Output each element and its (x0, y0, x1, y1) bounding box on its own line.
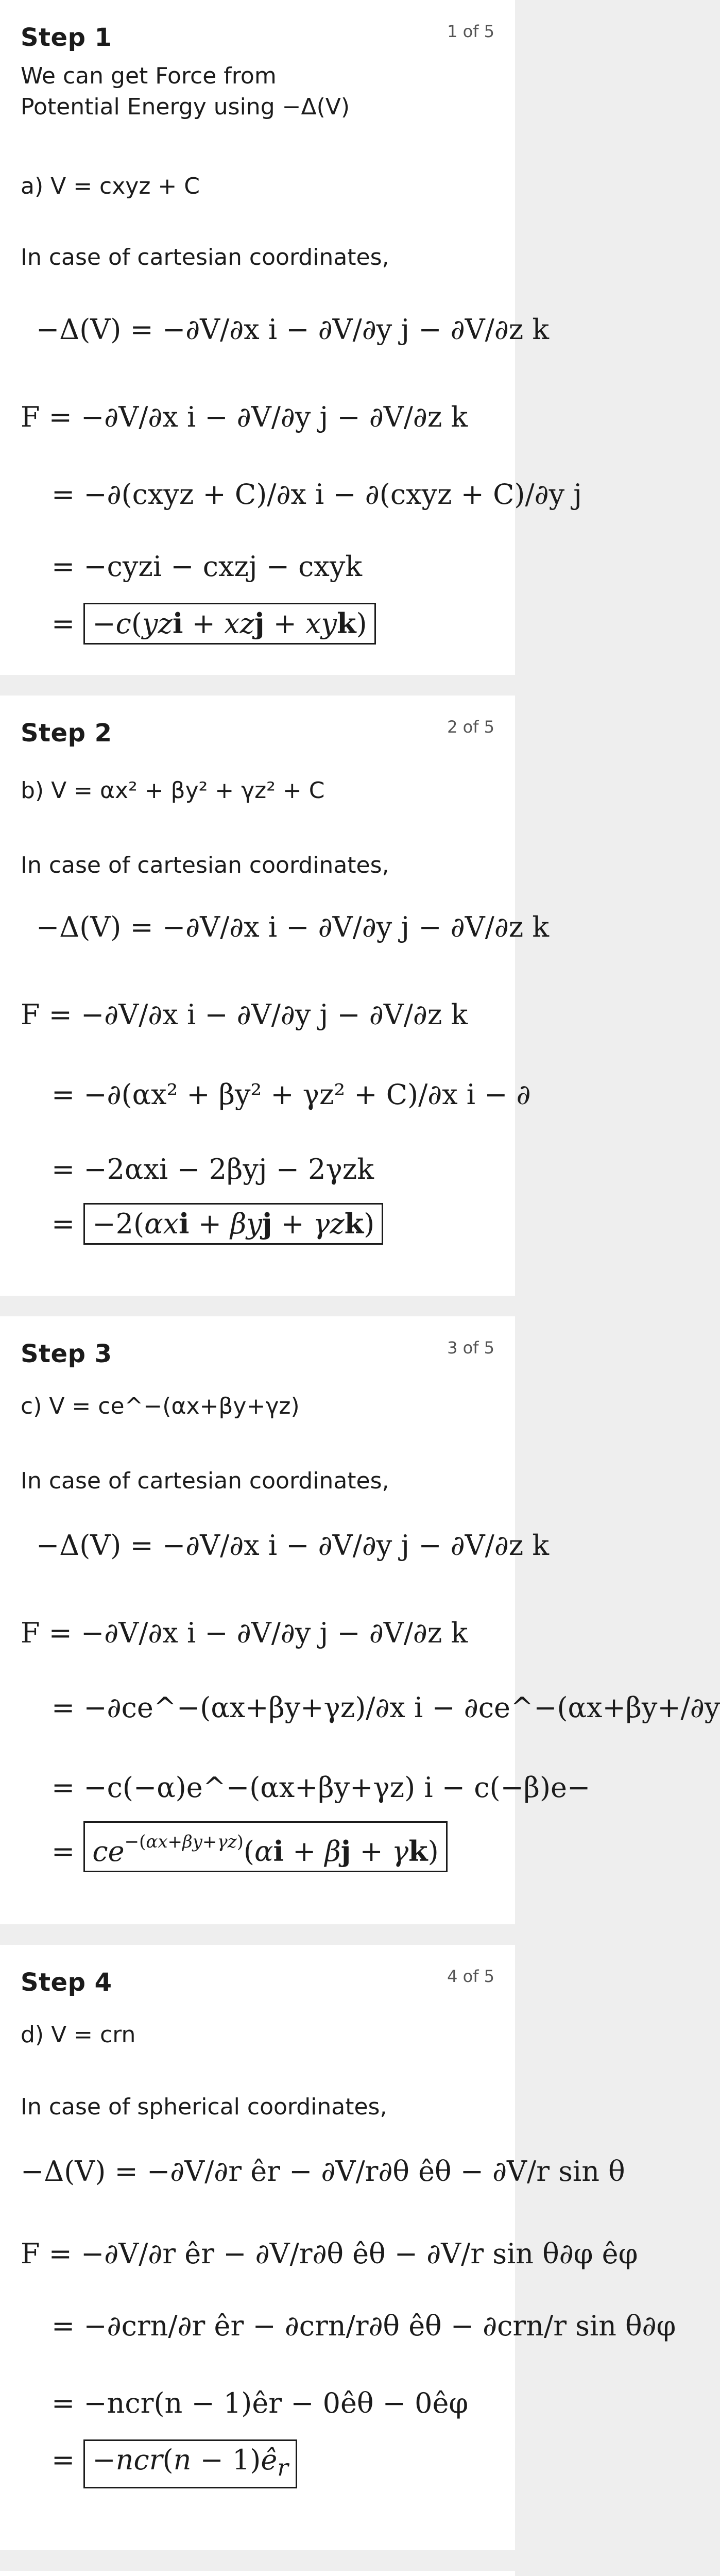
page-indicator: 1 of 5 (447, 22, 494, 41)
equation-line: = −ncr(n − 1)êr − 0êθ − 0êφ (52, 2387, 469, 2419)
page-indicator: 4 of 5 (447, 1967, 494, 1986)
equals-sign: = (52, 1208, 84, 1240)
step-1-card (0, 0, 582, 675)
page-indicator: 3 of 5 (447, 1338, 494, 1358)
equation-line: −Δ(V) = −∂V/∂x i − ∂V/∂y j − ∂V/∂z k (36, 313, 550, 346)
part-label: d) V = crn (21, 2022, 136, 2048)
step-3-card (0, 1316, 720, 1924)
answer-box: −c(yzi + xzj + xyk) (83, 603, 375, 645)
card-gap (0, 675, 515, 696)
equals-sign: = (52, 2444, 84, 2476)
result-card (0, 2571, 515, 2576)
card-gap (0, 1296, 515, 1316)
equation-line: F = −∂V/∂x i − ∂V/∂y j − ∂V/∂z k (21, 998, 468, 1031)
step-heading: Step 3 (21, 1340, 112, 1368)
equation-line: = −∂ce^−(αx+βy+γz)/∂x i − ∂ce^−(αx+βy+/∂y (52, 1691, 720, 1724)
equation-line: F = −∂V/∂r êr − ∂V/r∂θ êθ − ∂V/r sin θ∂φ êφ (21, 2238, 638, 2270)
step-2-card (0, 696, 550, 1296)
equation-line: = −cyzi − cxzj − cxyk (52, 550, 363, 583)
equation-line: −Δ(V) = −∂V/∂r êr − ∂V/r∂θ êθ − ∂V/r sin θ (21, 2155, 625, 2188)
equation-line: F = −∂V/∂x i − ∂V/∂y j − ∂V/∂z k (21, 401, 468, 433)
part-label: c) V = ce^−(αx+βy+γz) (21, 1393, 300, 1419)
equation-line: = −∂(cxyz + C)/∂x i − ∂(cxyz + C)/∂y j (52, 478, 582, 511)
page-indicator: 2 of 5 (447, 717, 494, 737)
boxed-answer (52, 603, 376, 645)
answer-box: $ce^{-(\alpha x+\beta y+\gamma z)}(\alpha i + \beta j + \gamma k)$ (83, 1821, 447, 1872)
answer-box: $-ncr(n - 1)ê_r$ (83, 2439, 297, 2488)
coord-note: In case of cartesian coordinates, (21, 1468, 389, 1494)
intro-text: We can get Force from Potential Energy using −Δ(V) (21, 63, 350, 120)
card-gap (0, 1924, 515, 1945)
part-label: a) V = cxyz + C (21, 173, 200, 199)
equation-line: = −∂crn/∂r êr − ∂crn/r∂θ êθ − ∂crn/r sin θ∂φ (52, 2310, 676, 2342)
step-heading: Step 1 (21, 23, 112, 52)
step-4-card (0, 1945, 676, 2550)
equation-line: = −c(−α)e^−(αx+βy+γz) i − c(−β)e− (52, 1771, 591, 1804)
boxed-answer (52, 2439, 297, 2488)
boxed-answer (52, 1203, 383, 1245)
equals-sign: = (52, 607, 84, 640)
part-label: b) V = αx² + βy² + γz² + C (21, 777, 325, 804)
equation-line: = −∂(αx² + βy² + γz² + C)/∂x i − ∂ (52, 1078, 531, 1111)
card-gap (0, 2550, 515, 2571)
equation-line: = −2αxi − 2βyj − 2γzk (52, 1153, 374, 1185)
equals-sign: = (52, 1835, 84, 1868)
coord-note: In case of cartesian coordinates, (21, 244, 389, 270)
coord-note: In case of cartesian coordinates, (21, 852, 389, 878)
answer-box: −2(αxi + βyj + γzk) (83, 1203, 383, 1245)
boxed-answer (52, 1821, 448, 1872)
equation-line: −Δ(V) = −∂V/∂x i − ∂V/∂y j − ∂V/∂z k (36, 1529, 550, 1562)
coord-note: In case of spherical coordinates, (21, 2094, 387, 2120)
equation-line: −Δ(V) = −∂V/∂x i − ∂V/∂y j − ∂V/∂z k (36, 911, 550, 943)
equation-line: F = −∂V/∂x i − ∂V/∂y j − ∂V/∂z k (21, 1617, 468, 1649)
step-heading: Step 2 (21, 719, 112, 748)
step-heading: Step 4 (21, 1968, 112, 1997)
